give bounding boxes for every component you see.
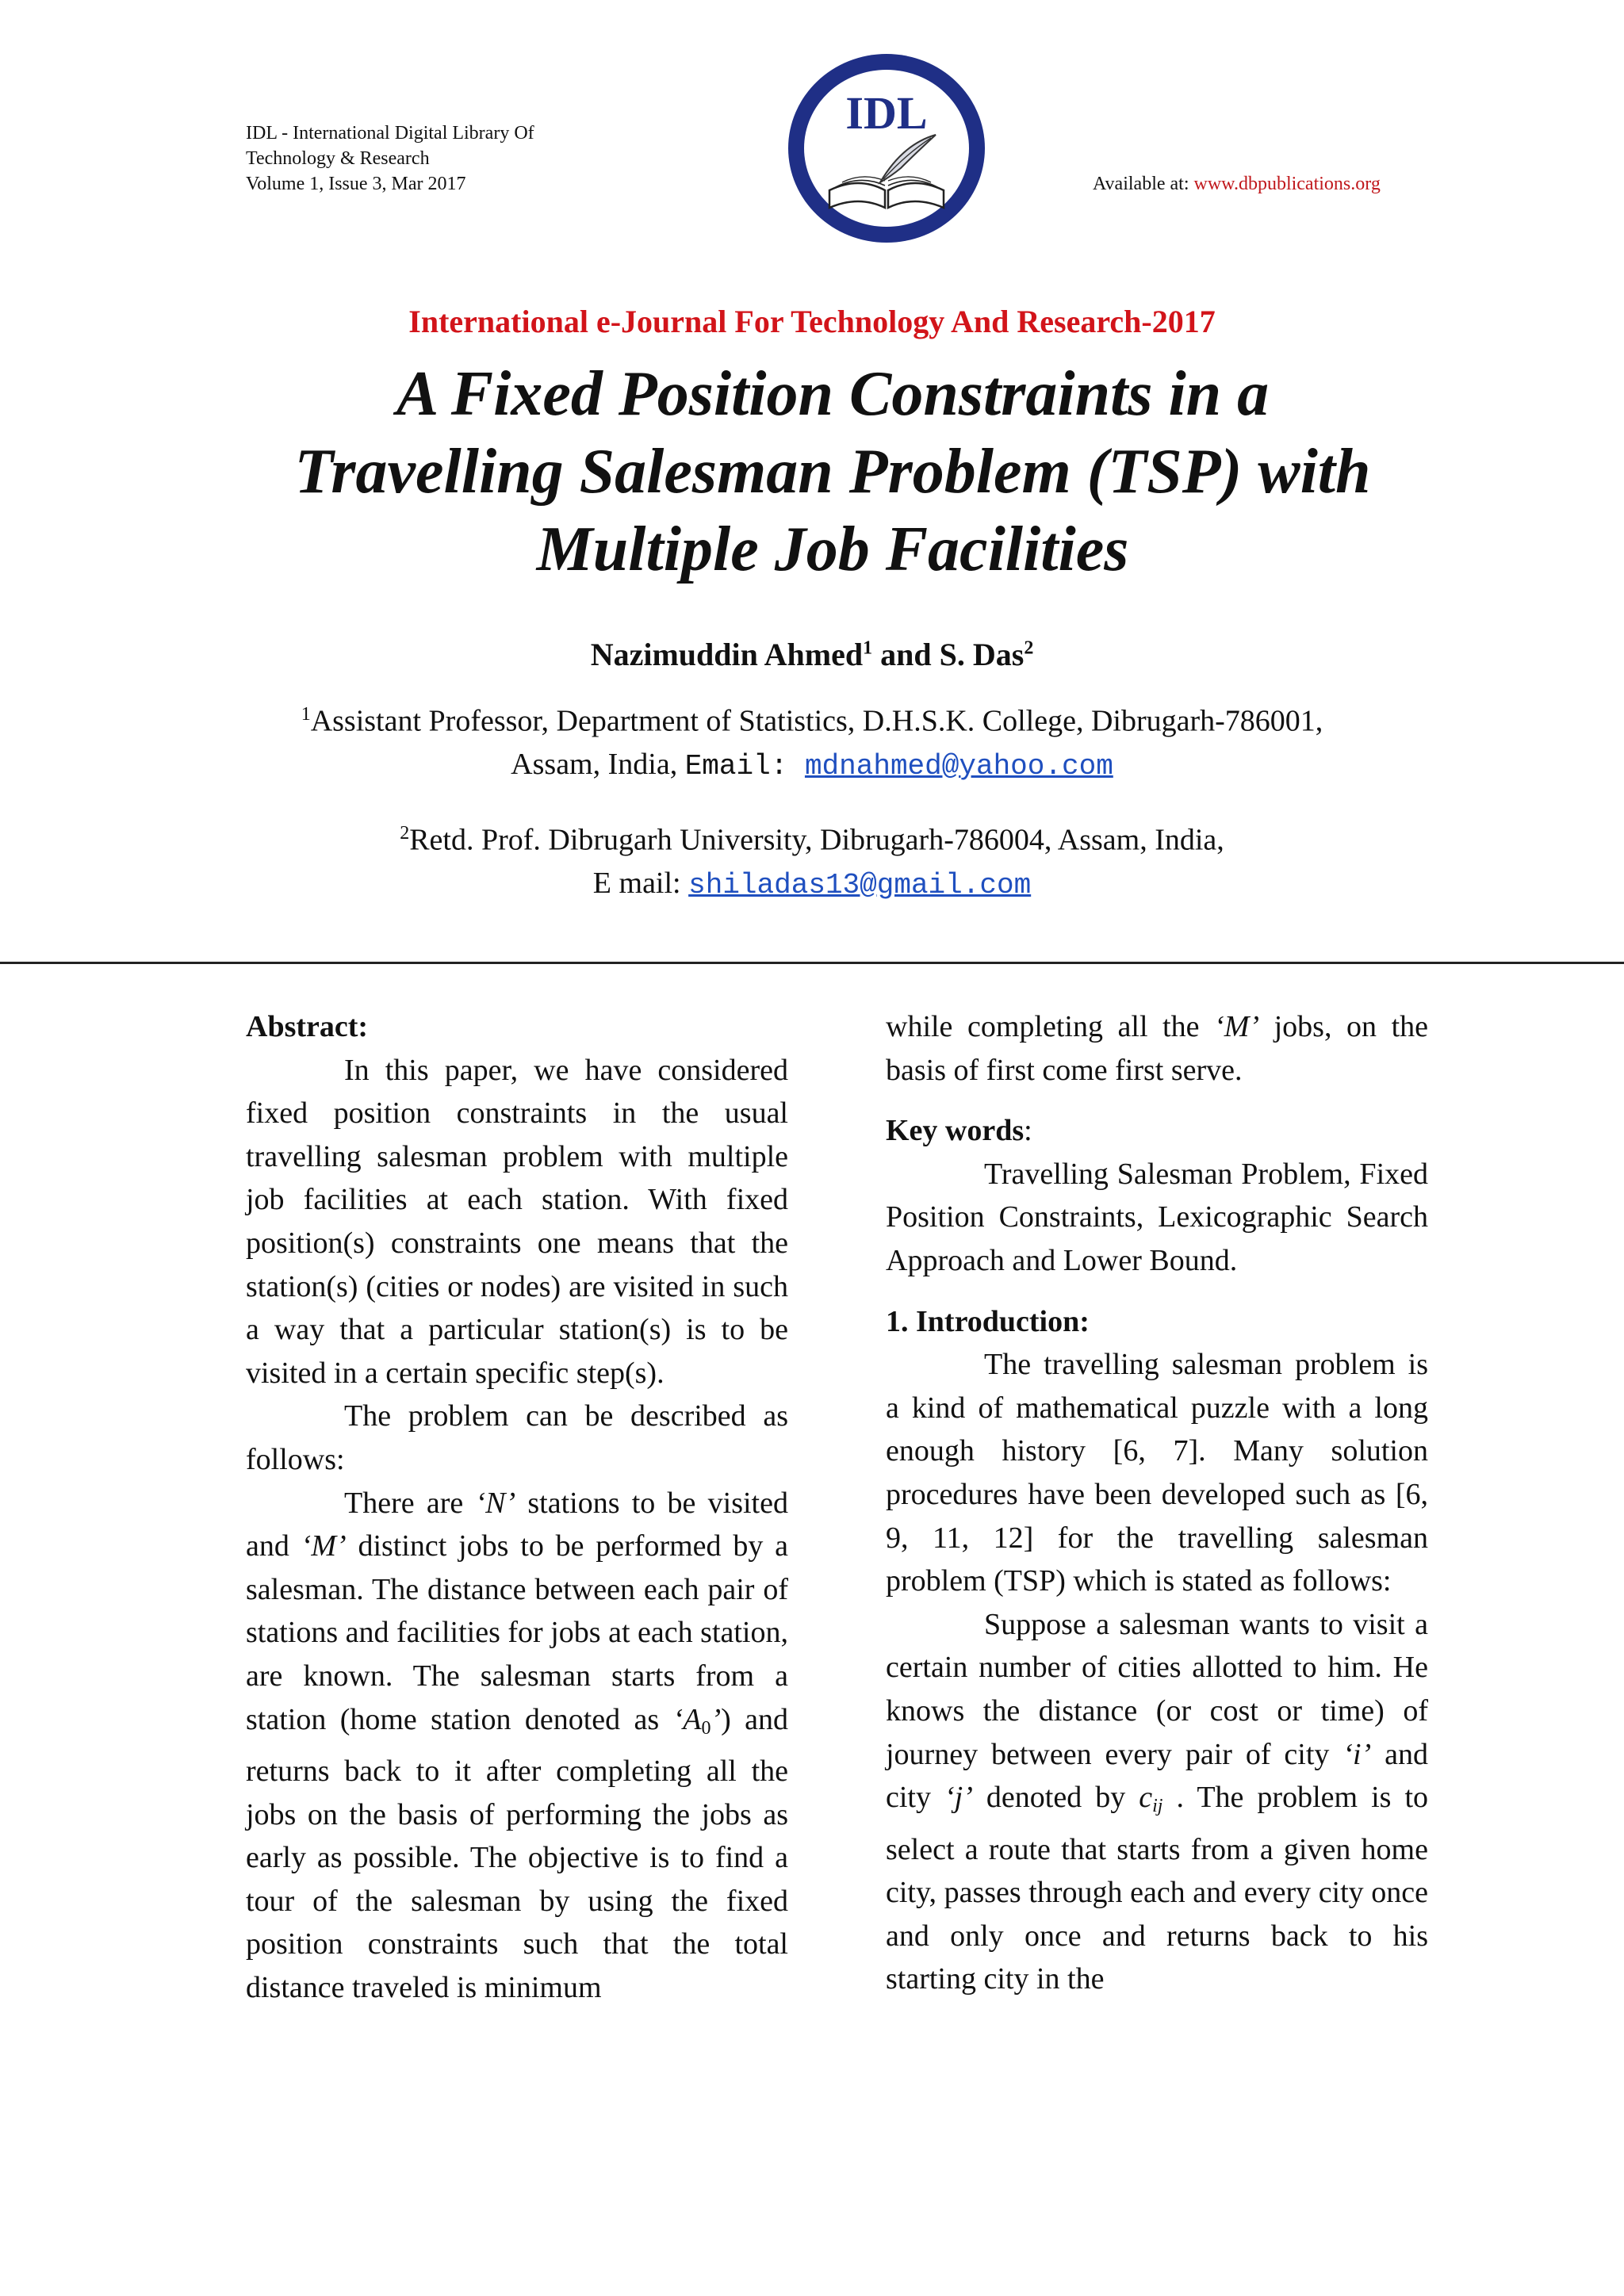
symbol-M: ‘M’ <box>1214 1010 1260 1043</box>
text-run: and city <box>886 1737 1428 1815</box>
paper-title <box>198 355 1467 588</box>
text-run: . The problem is to select a route that starts from a given home city, passes through each and every city once and only once and returns back to his starting city in the <box>886 1781 1429 1996</box>
abstract-paragraph-1: In this paper, we have considered fixed position constraints in the usual travelling salesman problem with multiple job facilities at each station. With fixed position(s) constraints one means that the station(s) (cities or nodes) are visited in such a way that a particular station(s) is to be visited in a certain specific step(s). <box>246 1053 788 1390</box>
email-link-2[interactable]: shiladas13@gmail.com <box>688 868 1032 901</box>
right-column <box>886 1005 1428 2001</box>
introduction-paragraph-2 <box>886 1603 1428 2001</box>
abstract-paragraph-2: The problem can be described as follows: <box>246 1399 788 1476</box>
symbol-A-subscript: 0 <box>701 1717 711 1739</box>
affiliation-1-line-1: Assistant Professor, Department of Statistics, D.H.S.K. College, Dibrugarh-786001, <box>310 704 1323 738</box>
text-run: while completing all the <box>886 1010 1215 1043</box>
keywords-heading: Key words <box>886 1114 1025 1148</box>
header-availability <box>1093 171 1426 197</box>
affiliation-2-line-1: Retd. Prof. Dibrugarh University, Dibrugarh-786004, Assam, India, <box>409 823 1224 857</box>
introduction-heading: 1. Introduction: <box>886 1304 1090 1338</box>
text-run: There are <box>344 1486 476 1520</box>
keywords-colon: : <box>1024 1114 1032 1148</box>
available-label: Available at: <box>1093 174 1194 194</box>
symbol-c: c <box>1139 1781 1153 1815</box>
symbol-A: ‘A <box>672 1702 702 1736</box>
header-line-1: IDL - International Digital Library Of <box>246 123 534 144</box>
symbol-M: ‘M’ <box>301 1529 347 1563</box>
title-line-3: Multiple Job Facilities <box>536 515 1129 584</box>
author-2-mark: 2 <box>1024 637 1034 659</box>
keywords-heading-line <box>886 1109 1428 1153</box>
text-run: Suppose a salesman wants to visit a certain number of cities allotted to him. He knows the distance (or cost or time) of journey between every pair of city <box>886 1607 1428 1771</box>
abstract-continuation <box>886 1005 1428 1092</box>
introduction-paragraph-1: The travelling salesman problem is a kind of mathematical puzzle with a long enough history [6, 7]. Many solution procedures have been developed such as [6, 9, 11, 12] for the travelling salesman problem (TSP) which is stated as follows: <box>886 1348 1428 1598</box>
logo-text: IDL <box>845 87 928 139</box>
symbol-c-subscript: ij <box>1152 1796 1163 1817</box>
symbol-j: ‘j’ <box>944 1781 973 1815</box>
keywords-text: Travelling Salesman Problem, Fixed Position Constraints, Lexicographic Search Approach and Lower Bound. <box>886 1157 1428 1277</box>
abstract-paragraph-3 <box>246 1482 788 2010</box>
author-and: and <box>872 637 940 672</box>
text-run: ) and returns back to it after completing all the jobs on the basis of performing the jobs as early as possible. The objective is to find a tour of the salesman by using the fixed position constraints such that the total distance traveled is minimum <box>246 1702 788 2005</box>
author-2: S. Das <box>939 637 1025 672</box>
symbol-A-quote: ’ <box>710 1702 722 1736</box>
publisher-url-link[interactable]: www.dbpublications.org <box>1193 174 1381 194</box>
journal-name: International e-Journal For Technology And Research-2017 <box>408 304 1216 339</box>
title-line-1: A Fixed Position Constraints in a <box>396 359 1270 429</box>
header-line-2: Technology & Research <box>246 148 430 169</box>
affiliation-1-mark: 1 <box>301 704 311 725</box>
left-column <box>246 1005 788 2010</box>
affiliation-1-line-2: Assam, India, <box>511 747 685 781</box>
affiliation-1 <box>0 693 1624 788</box>
email-label-1: Email: <box>684 749 805 783</box>
text-run: stations to be visited and <box>246 1486 788 1563</box>
author-list <box>0 636 1624 673</box>
idl-logo-icon <box>783 49 990 247</box>
abstract-heading: Abstract: <box>246 1010 369 1043</box>
title-line-2: Travelling Salesman Problem (TSP) with <box>294 437 1371 507</box>
header-line-3: Volume 1, Issue 3, Mar 2017 <box>246 174 466 194</box>
affiliation-2-mark: 2 <box>400 823 410 844</box>
symbol-i: ‘i’ <box>1342 1737 1372 1771</box>
text-run: jobs, on the basis of first come first serve. <box>886 1010 1428 1087</box>
text-run: denoted by <box>972 1781 1139 1815</box>
email-link-1[interactable]: mdnahmed@yahoo.com <box>804 749 1113 783</box>
symbol-N: ‘N’ <box>475 1486 516 1520</box>
affiliation-2 <box>0 812 1624 907</box>
email-label-2: E mail: <box>592 866 689 900</box>
author-1-mark: 1 <box>863 637 873 659</box>
section-divider <box>0 962 1624 964</box>
header-journal-info <box>246 121 658 197</box>
text-run: distinct jobs to be performed by a salesman. The distance between each pair of stations and facilities for jobs at each station, are known. The salesman starts from a station (home station denoted as <box>246 1529 788 1736</box>
author-1: Nazimuddin Ahmed <box>590 637 864 672</box>
